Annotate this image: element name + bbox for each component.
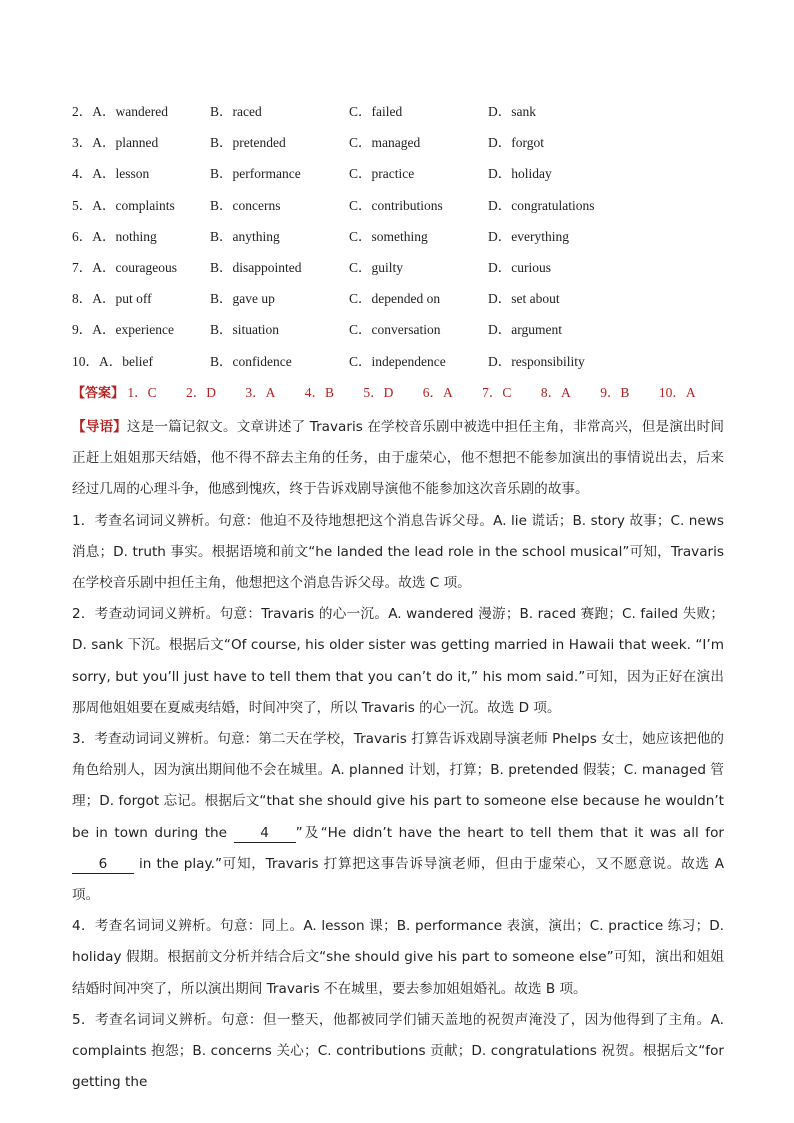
explanation-3 [72, 724, 724, 911]
options-list [72, 100, 732, 381]
answer-item: 2．D [186, 385, 217, 400]
option-c: C．practice [349, 166, 415, 182]
option-row-6 [72, 225, 732, 256]
lead-text: 这是一篇记叙文。文章讲述了 Travaris 在学校音乐剧中被选中担任主角，非常高兴，但是演出时间正赶上姐姐那天结婚，他不得不辞去主角的任务，由于虚荣心，他不想把不能参加演出的事情说出去，后来经过几周的心理斗争，他感到愧疚，终于告诉戏剧导演他不能参加这次音乐剧的故事。 [72, 419, 725, 498]
option-row-5 [72, 194, 732, 225]
answer-item: 5．D [363, 385, 394, 400]
option-b: B．confidence [210, 353, 292, 369]
answer-item: 10．A [658, 385, 696, 400]
option-row-9 [72, 318, 732, 349]
answer-item: 4．B [304, 385, 335, 400]
option-c: C．independence [349, 353, 446, 369]
lead-paragraph [72, 412, 724, 506]
option-a-text: A．put off [92, 291, 152, 307]
option-b: B．performance [210, 166, 301, 182]
option-a-text: A．experience [92, 322, 174, 338]
answer-key [72, 381, 722, 406]
option-row-10 [72, 350, 732, 381]
answer-item: 3．A [245, 385, 276, 400]
option-b: B．anything [210, 228, 280, 244]
option-d: D．responsibility [488, 353, 585, 369]
question-number: 7． [72, 259, 93, 275]
option-b: B．gave up [210, 291, 275, 307]
explanation-3-text: in the play.”可知，Travaris 打算把这事告诉导演老师，但由于虚荣心，又不愿意说。故选 A 项。 [72, 855, 724, 904]
question-number: 10． [72, 353, 99, 369]
answer-item: 9．B [600, 385, 630, 400]
option-a [72, 350, 153, 374]
explanation-1: 1．考查名词词义辨析。句意：他迫不及待地想把这个消息告诉父母。A. lie 谎话；B. story 故事；C. news 消息；D. truth 事实。根据语境和前文“he landed the lead role in the school musical”可知，Travaris 在学校音乐剧中担任主角，他想把这个消息告诉父母。故选 C 项。 [72, 512, 724, 592]
question-number: 8． [72, 291, 93, 307]
answer-tag: 【答案】 [72, 386, 125, 401]
explanation-4: 4．考查名词词义辨析。句意：同上。A. lesson 课；B. performance 表演，演出；C. practice 练习；D. holiday 假期。根据前文分析并结合后文“she should give his part to someone else”可知，演出和姐姐结婚时间冲突了，所以演出期间 Travaris 不在城里，要去参加姐姐婚礼。故选 B 项。 [72, 918, 724, 997]
explanation-body [72, 412, 724, 1098]
option-b: B．concerns [210, 197, 281, 213]
question-number: 5． [72, 197, 93, 213]
answer-item: 7．C [482, 385, 512, 400]
option-d: D．everything [488, 228, 569, 244]
answer-item: 8．A [540, 385, 571, 400]
option-row-3 [72, 131, 732, 162]
blank-4: 4 [234, 824, 296, 843]
option-a-text: A．wandered [92, 104, 168, 119]
option-d: D．sank [488, 104, 536, 119]
explanation-2: 2．考查动词词义辨析。句意：Travaris 的心一沉。A. wandered 漫游；B. raced 赛跑；C. failed 失败；D. sank 下沉。根据后文“Of course, his older sister was getting married in Hawaii that week. “I’m sorry, but you’ll just have to tell them that you can’t do it,” his mom said.”可知，因为正好在演出那周他姐姐要在夏威夷结婚，时间冲突了，所以 Travaris 的心一沉。故选 D 项。 [72, 606, 724, 716]
option-a [72, 318, 174, 342]
option-a [72, 162, 149, 186]
blank-6: 6 [72, 855, 134, 874]
option-c: C．depended on [349, 291, 441, 307]
option-row-7 [72, 256, 732, 287]
option-d: D．forgot [488, 135, 544, 151]
option-a [72, 131, 158, 155]
option-b: B．disappointed [210, 259, 302, 275]
option-row-8 [72, 287, 732, 318]
option-a-text: A．lesson [92, 166, 150, 182]
option-row-4 [72, 162, 732, 193]
answer-item: 6．A [422, 385, 453, 400]
option-d: D．congratulations [488, 197, 595, 213]
option-a [72, 100, 168, 124]
option-a-text: A．complaints [92, 197, 175, 213]
lead-tag: 【导语】 [72, 419, 127, 435]
question-number: 3． [72, 135, 93, 151]
option-b: B．pretended [210, 135, 286, 151]
option-row-2 [72, 100, 732, 131]
question-number: 6． [72, 228, 93, 244]
option-c: C．failed [349, 104, 403, 119]
option-c: C．contributions [349, 197, 443, 213]
option-a [72, 194, 175, 218]
option-c: C．something [349, 228, 428, 244]
option-d: D．curious [488, 259, 551, 275]
explanation-3-text: 3．考查动词词义辨析。句意：第二天在学校，Travaris 打算告诉戏剧导演老师 Phelps 女士，她应该把他的角色给别人，因为演出期间他不会在城里。A. planned 计划，打算；B. pretended 假装；C. managed 管理；D. forgot 忘记。根据后文“that she should give his part to someone else because he wouldn’t be in town during the [72, 731, 724, 841]
option-a [72, 287, 152, 311]
option-b: B．raced [210, 104, 262, 119]
option-c: C．managed [349, 135, 421, 151]
option-a-text: A．planned [92, 135, 159, 151]
option-a-text: A．belief [99, 353, 153, 369]
option-a [72, 225, 157, 249]
question-number: 9． [72, 322, 93, 338]
answer-item: 1．C [127, 385, 157, 400]
explanation-5: 5．考查名词词义辨析。句意：但一整天，他都被同学们铺天盖地的祝贺声淹没了，因为他得到了主角。A. complaints 抱怨；B. concerns 关心；C. contributions 贡献；D. congratulations 祝贺。根据后文“for getting the [72, 1011, 724, 1091]
option-a-text: A．courageous [92, 259, 177, 275]
option-a-text: A．nothing [92, 228, 157, 244]
explanation-3-text: ”及“He didn’t have the heart to tell them that it was all for [295, 824, 724, 841]
question-number: 2． [72, 104, 93, 119]
option-d: D．holiday [488, 166, 552, 182]
option-d: D．set about [488, 291, 560, 307]
option-c: C．conversation [349, 322, 441, 338]
option-d: D．argument [488, 322, 562, 338]
question-number: 4． [72, 166, 93, 182]
option-b: B．situation [210, 322, 280, 338]
option-a [72, 256, 177, 280]
option-c: C．guilty [349, 259, 404, 275]
